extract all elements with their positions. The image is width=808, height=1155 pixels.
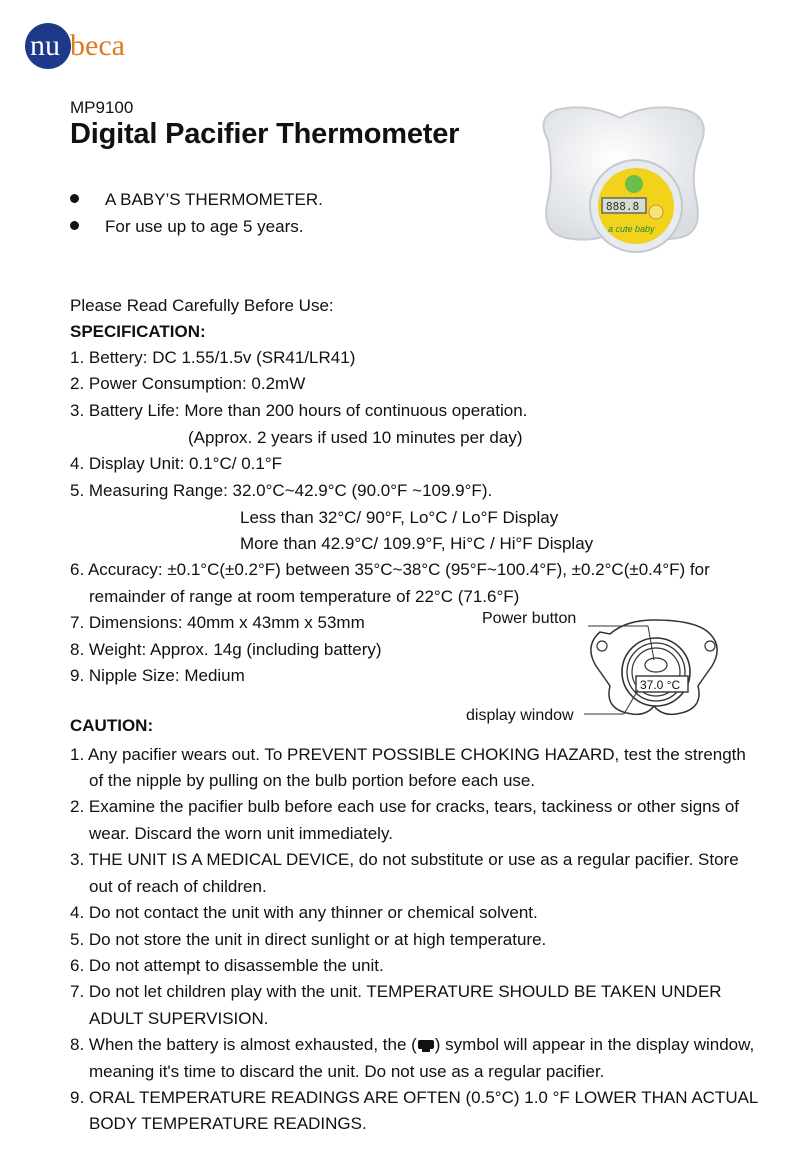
caution-line: 2. Examine the pacifier bulb before each use for cracks, tears, tackiness or other signs of (70, 797, 740, 816)
spec-line: 6. Accuracy: ±0.1°C(±0.2°F) between 35°C~38°C (95°F~100.4°F), ±0.2°C(±0.4°F) for (70, 560, 710, 579)
product-display-text: 888.8 (606, 200, 640, 213)
caution-line: 7. Do not let children play with the unit. TEMPERATURE SHOULD BE TAKEN UNDER (70, 982, 722, 1001)
display-window-label: display window (466, 707, 574, 724)
caution-line: 5. Do not store the unit in direct sunlight or at high temperature. (70, 930, 547, 949)
bullet-dot (70, 221, 79, 230)
caution-heading: CAUTION: (70, 716, 154, 735)
spec-line: 3. Battery Life: More than 200 hours of continuous operation. (70, 401, 528, 420)
bullet-dot (70, 194, 79, 203)
logo-text-nu: nu (30, 29, 60, 62)
product-image (528, 88, 718, 266)
spec-line: 7. Dimensions: 40mm x 43mm x 53mm (70, 613, 365, 632)
spec-line: remainder of range at room temperature of 22°C (71.6°F) (89, 587, 520, 606)
spec-line: Less than 32°C/ 90°F, Lo°C / Lo°F Display (240, 508, 559, 527)
product-label-text: a cute baby (608, 224, 655, 234)
bullet-item: For use up to age 5 years. (70, 217, 303, 237)
caution-line: ADULT SUPERVISION. (89, 1009, 269, 1028)
bullet-item: A BABY’S THERMOMETER. (70, 190, 323, 210)
pacifier-diagram (462, 606, 752, 730)
caution-line: out of reach of children. (89, 877, 267, 896)
spec-line: 5. Measuring Range: 32.0°C~42.9°C (90.0°F ~109.9°F). (70, 481, 493, 500)
caution-line: wear. Discard the worn unit immediately. (89, 824, 393, 843)
caution-line: 8. When the battery is almost exhausted, the ( ) symbol will appear in the display window, (70, 1035, 755, 1054)
caution-line: 3. THE UNIT IS A MEDICAL DEVICE, do not substitute or use as a regular pacifier. Store (70, 850, 739, 869)
specification-heading: SPECIFICATION: (70, 322, 206, 341)
display-reading: 37.0 °C (640, 678, 681, 692)
caution-line: 1. Any pacifier wears out. To PREVENT POSSIBLE CHOKING HAZARD, test the strength (70, 745, 746, 764)
spec-line: (Approx. 2 years if used 10 minutes per day) (188, 428, 523, 447)
model-number: MP9100 (70, 98, 134, 117)
intro-text: Please Read Carefully Before Use: (70, 296, 334, 315)
caution-line: 9. ORAL TEMPERATURE READINGS ARE OFTEN (0.5°C) 1.0 °F LOWER THAN ACTUAL (70, 1088, 759, 1107)
caution-line: 6. Do not attempt to disassemble the unit. (70, 956, 384, 975)
page-title: Digital Pacifier Thermometer (70, 118, 460, 150)
caution-line: 4. Do not contact the unit with any thinner or chemical solvent. (70, 903, 538, 922)
logo-text-beca: beca (70, 29, 125, 62)
spec-line: 1. Bettery: DC 1.55/1.5v (SR41/LR41) (70, 348, 356, 367)
spec-line: More than 42.9°C/ 109.9°F, Hi°C / Hi°F Display (240, 534, 594, 553)
low-battery-icon (418, 1040, 434, 1049)
spec-line: 8. Weight: Approx. 14g (including battery) (70, 640, 382, 659)
nubeca-logo (22, 22, 162, 74)
caution-line: meaning it's time to discard the unit. Do not use as a regular pacifier. (89, 1062, 605, 1081)
spec-line: 9. Nipple Size: Medium (70, 666, 245, 685)
caution-line: BODY TEMPERATURE READINGS. (89, 1114, 367, 1133)
caution-line: of the nipple by pulling on the bulb portion before each use. (89, 771, 536, 790)
power-button-label: Power button (482, 610, 577, 627)
spec-line: 2. Power Consumption: 0.2mW (70, 374, 306, 393)
spec-line: 4. Display Unit: 0.1°C/ 0.1°F (70, 454, 283, 473)
power-button-shape (645, 658, 667, 672)
